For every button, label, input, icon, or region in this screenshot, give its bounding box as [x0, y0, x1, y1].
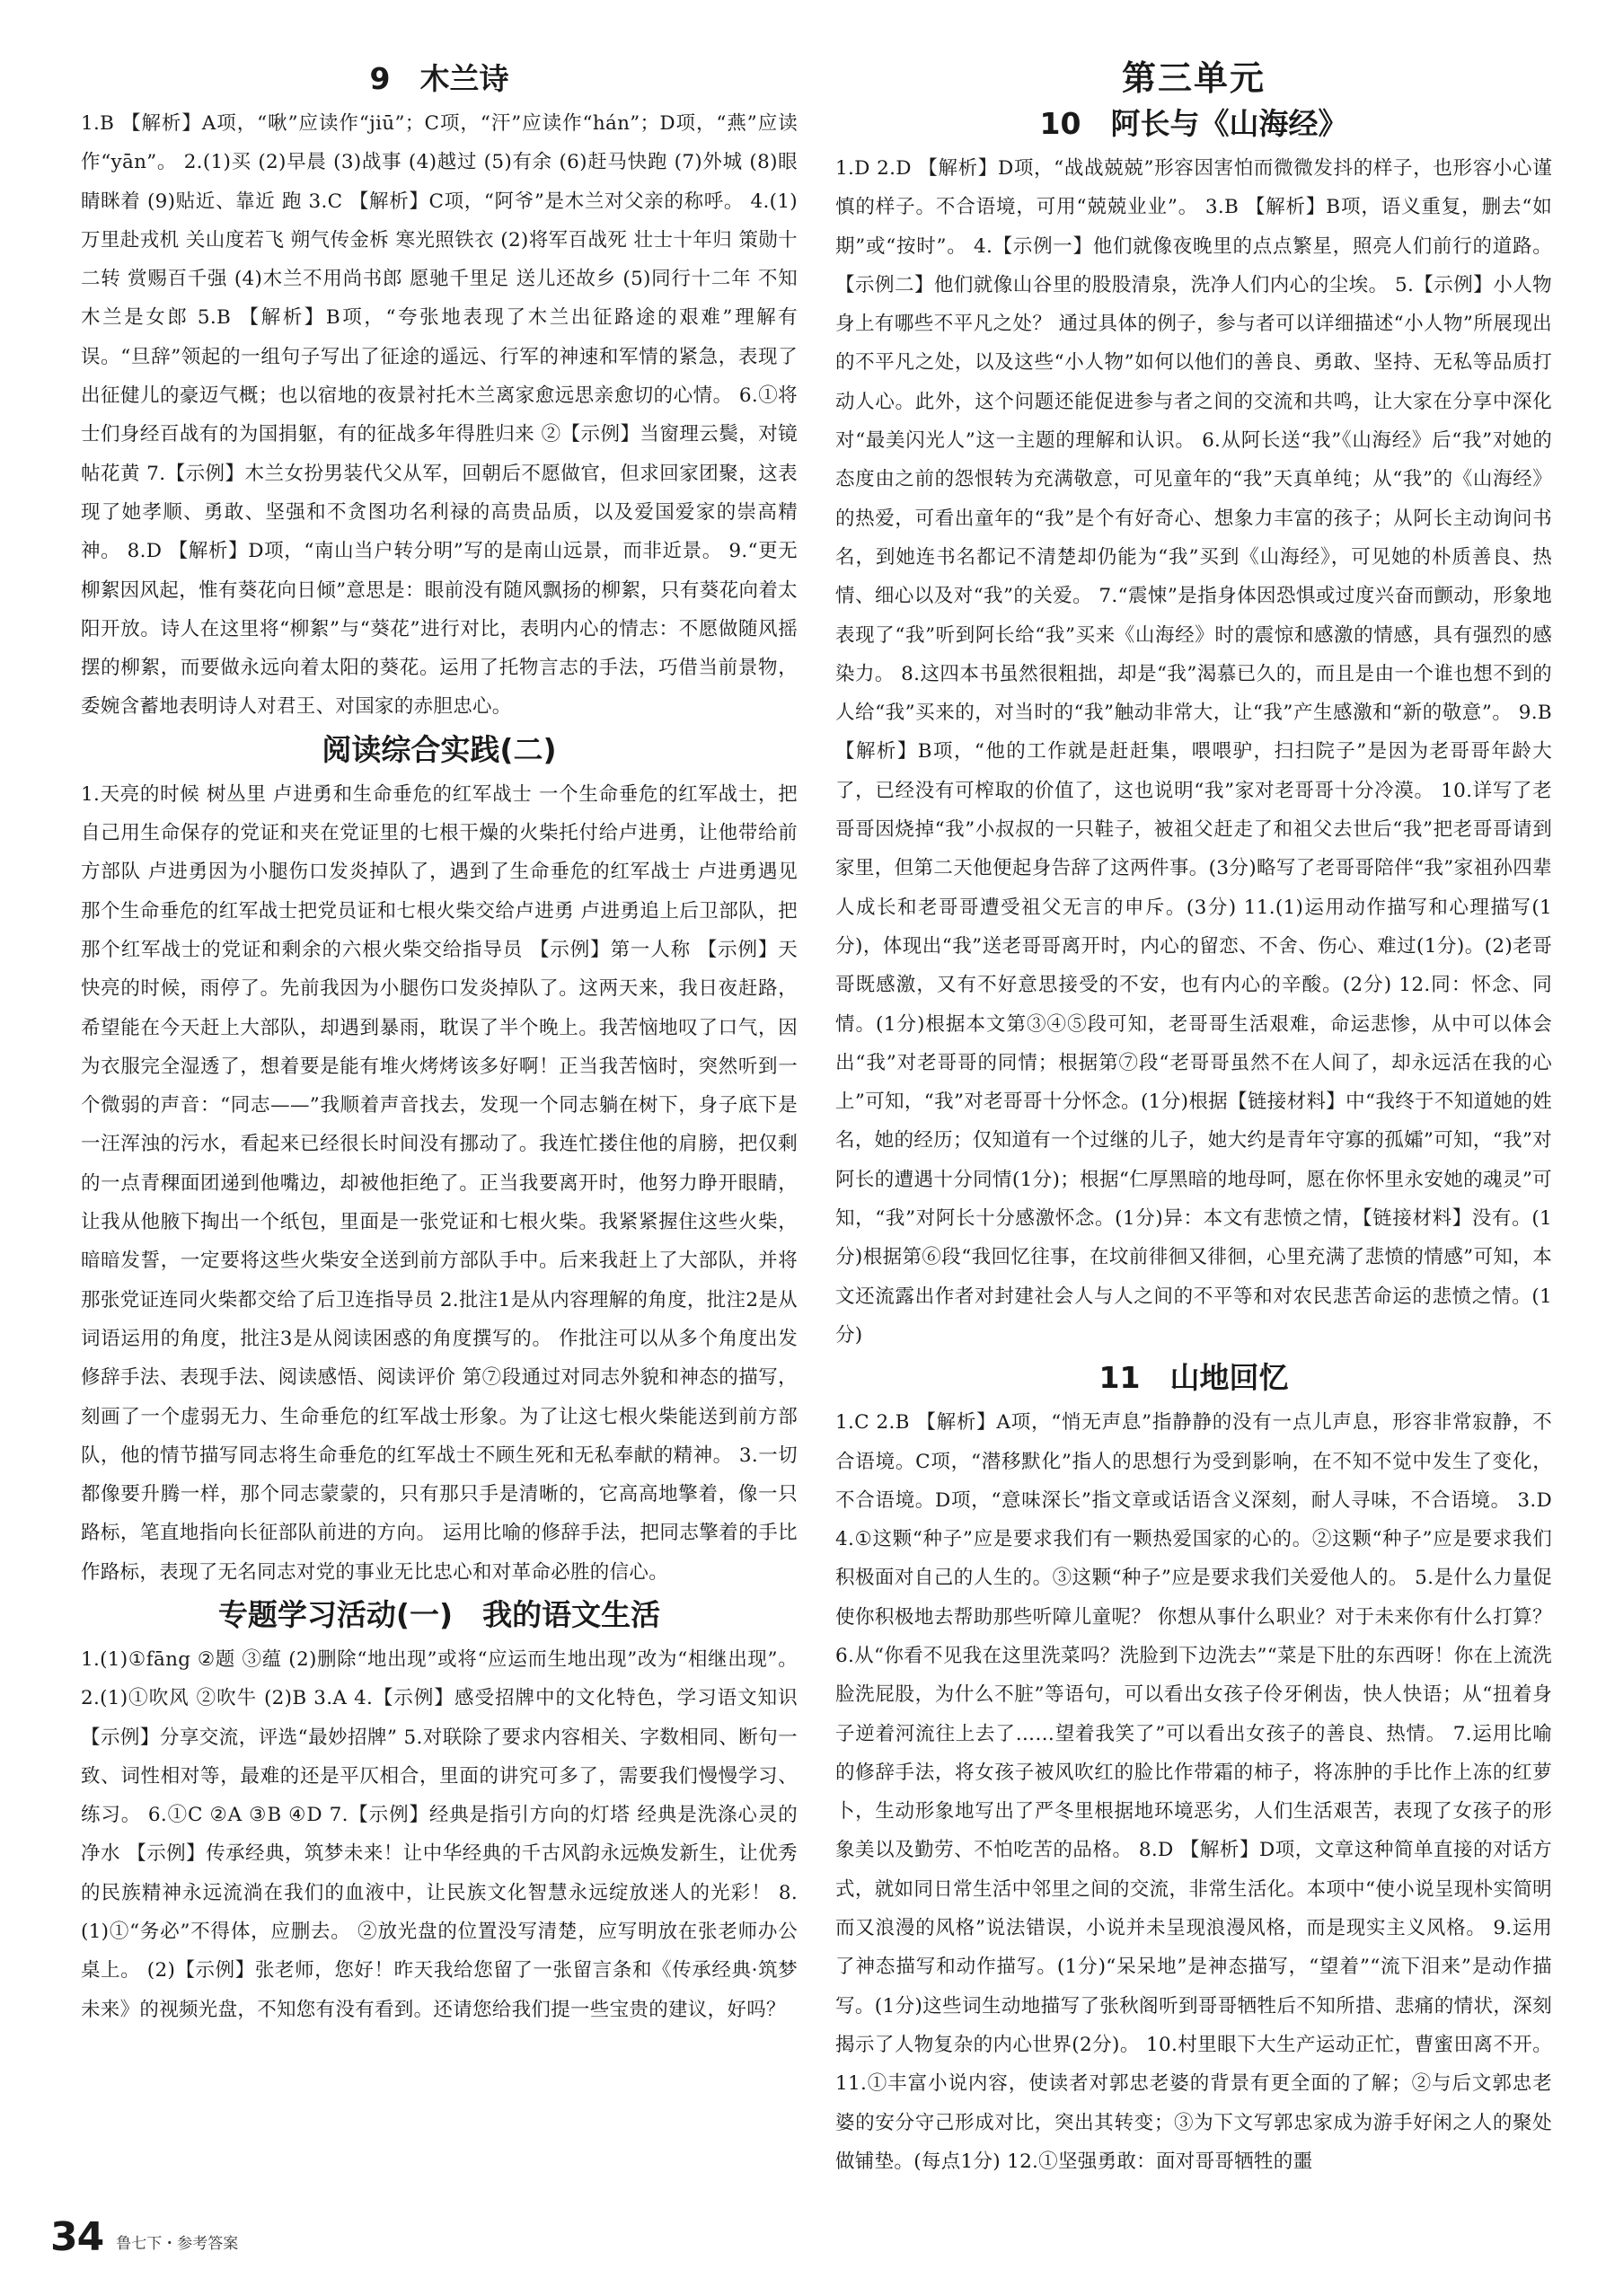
- page-number: 34: [50, 2214, 104, 2260]
- right-column: [835, 56, 1552, 2203]
- left-column: [81, 56, 798, 2203]
- unit-title: 第三单元: [1121, 58, 1266, 98]
- section-title-mulanshi: 9 木兰诗: [369, 61, 509, 96]
- section-title-topic-activity-1: 专题学习活动(一) 我的语文生活: [217, 1596, 661, 1632]
- answer-text-reading-practice-2: 1.天亮的时候 树丛里 卢进勇和生命垂危的红军战士 一个生命垂危的红军战士，把自己用生命保存的党证和夹在党证里的七根干燥的火柴托付给卢进勇，让他带给前方部队 卢进勇因为小腿伤口发炎掉队了，遇到了生命垂危的红军战士 卢进勇遇见那个生命垂危的红军战士把党员证和七根火柴交给卢进勇 卢进勇追上后卫部队，把那个红军战士的党证和剩余的六根火柴交给指导员 【示例】第一人称 【示例】天快亮的时候，雨停了。先前我因为小腿伤口发炎掉队了。这两天来，我日夜赶路，希望能在今天赶上大部队，却遇到暴雨，耽误了半个晚上。我苦恼地叹了口气，因为衣服完全湿透了，想着要是能有堆火烤烤该多好啊！正当我苦恼时，突然听到一个微弱的声音：“同志——”我顺着声音找去，发现一个同志躺在树下，身子底下是一汪浑浊的污水，看起来已经很长时间没有挪动了。我连忙搂住他的肩膀，把仅剩的一点青稞面团递到他嘴边，却被他拒绝了。正当我要离开时，他努力睁开眼睛，让我从他腋下掏出一个纸包，里面是一张党证和七根火柴。我紧紧握住这些火柴，暗暗发誓，一定要将这些火柴安全送到前方部队手中。后来我赶上了大部队，并将那张党证连同火柴都交给了后卫连指导员 2.批注1是从内容理解的角度，批注2是从词语运用的角度，批注3是从阅读困惑的角度撰写的。 作批注可以从多个角度出发 修辞手法、表现手法、阅读感悟、阅读评价 第⑦段通过对同志外貌和神态的描写，刻画了一个虚弱无力、生命垂危的红军战士形象。为了让这七根火柴能送到前方部队，他的情节描写同志将生命垂危的红军战士不顾生死和无私奉献的精神。 3.一切都像要升腾一样，那个同志蒙蒙的，只有那只手是清晰的，它高高地擎着，像一只路标，笔直地指向长征部队前进的方向。 运用比喻的修辞手法，把同志擎着的手比作路标，表现了无名同志对党的事业无比忠心和对革命必胜的信心。: [81, 782, 798, 1584]
- page-footer: [50, 2210, 238, 2260]
- section-title-shandi-huiyi: 11 山地回忆: [1098, 1360, 1289, 1396]
- answer-text-shandi-huiyi: 1.C 2.B 【解析】A项，“悄无声息”指静静的没有一点儿声息，形容非常寂静，不合语境。C项，“潜移默化”指人的思想行为受到影响，在不知不觉中发生了变化，不合语境。D项，“意味深长”指文章或话语含义深刻，耐人寻味，不合语境。 3.D 4.①这颗“种子”应是要求我们有一颗热爱国家的心的。②这颗“种子”应是要求我们积极面对自己的人生的。③这颗“种子”应是要求我们关爱他人的。 5.是什么力量促使你积极地去帮助那些听障儿童呢？ 你想从事什么职业？对于未来你有什么打算？ 6.从“你看不见我在这里洗菜吗？洗脸到下边洗去”“菜是下肚的东西呀！你在上流洗脸洗屁股，为什么不脏”等语句，可以看出女孩子伶牙俐齿，快人快语；从“扭着身子逆着河流往上去了……望着我笑了”可以看出女孩子的善良、热情。 7.运用比喻的修辞手法，将女孩子被风吹红的脸比作带霜的柿子，将冻肿的手比作上冻的红萝卜，生动形象地写出了严冬里根据地环境恶劣，人们生活艰苦，表现了女孩子的形象美以及勤劳、不怕吃苦的品格。 8.D 【解析】D项，文章这种简单直接的对话方式，就如同日常生活中邻里之间的交流，非常生活化。本项中“使小说呈现朴实简明而又浪漫的风格”说法错误，小说并未呈现浪漫风格，而是现实主义风格。 9.运用了神态描写和动作描写。(1分)“呆呆地”是神态描写，“望着”“流下泪来”是动作描写。(1分)这些词生动地描写了张秋阁听到哥哥牺牲后不知所措、悲痛的情状，深刻揭示了人物复杂的内心世界(2分)。 10.村里眼下大生产运动正忙，曹蜜田离不开。 11.①丰富小说内容，使读者对郭忠老婆的背景有更全面的了解；②与后文郭忠老婆的安分守己形成对比，突出其转变；③为下文写郭忠家成为游手好闲之人的聚处做铺垫。(每点1分) 12.①坚强勇敢：面对哥哥牺牲的噩: [835, 1411, 1552, 2173]
- footer-label: 鲁七下・参考答案: [116, 2235, 239, 2253]
- section-title-reading-practice-2: 阅读综合实践(二): [322, 731, 557, 767]
- answer-text-mulanshi: 1.B 【解析】A项，“啾”应读作“jiū”；C项，“汗”应读作“hán”；D项，“燕”应读作“yān”。 2.(1)买 (2)早晨 (3)战事 (4)越过 (5)有余 (6)赶马快跑 (7)外城 (8)眼睛眯着 (9)贴近、靠近 跑 3.C 【解析】C项，“阿爷”是木兰对父亲的称呼。 4.(1)万里赴戎机 关山度若飞 朔气传金柝 寒光照铁衣 (2)将军百战死 壮士十年归 策勋十二转 赏赐百千强 (4)木兰不用尚书郎 愿驰千里足 送儿还故乡 (5)同行十二年 不知木兰是女郎 5.B 【解析】B项，“夸张地表现了木兰出征路途的艰难”理解有误。“旦辞”领起的一组句子写出了征途的遥远、行军的神速和军情的紧急，表现了出征健儿的豪迈气概；也以宿地的夜景衬托木兰离家愈远思亲愈切的心情。 6.①将士们身经百战有的为国捐躯，有的征战多年得胜归来 ②【示例】当窗理云鬓，对镜帖花黄 7.【示例】木兰女扮男装代父从军，回朝后不愿做官，但求回家团聚，这表现了她孝顺、勇敢、坚强和不贪图功名利禄的高贵品质，以及爱国爱家的崇高精神。 8.D 【解析】D项，“南山当户转分明”写的是南山远景，而非近景。 9.“更无柳絮因风起，惟有葵花向日倾”意思是：眼前没有随风飘扬的柳絮，只有葵花向着太阳开放。诗人在这里将“柳絮”与“葵花”进行对比，表明内心的情志：不愿做随风摇摆的柳絮，而要做永远向着太阳的葵花。运用了托物言志的手法，巧借当前景物，委婉含蓄地表明诗人对君王、对国家的赤胆忠心。: [81, 112, 798, 719]
- section-title-a-chang: 10 阿长与《山海经》: [1039, 106, 1348, 141]
- answer-text-a-chang: 1.D 2.D 【解析】D项，“战战兢兢”形容因害怕而微微发抖的样子，也形容小心谨慎的样子。不合语境，可用“兢兢业业”。 3.B 【解析】B项，语义重复，删去“如期”或“按时”。 4.【示例一】他们就像夜晚里的点点繁星，照亮人们前行的道路。 【示例二】他们就像山谷里的股股清泉，洗净人们内心的尘埃。 5.【示例】小人物身上有哪些不平凡之处？ 通过具体的例子，参与者可以详细描述“小人物”所展现出的不平凡之处，以及这些“小人物”如何以他们的善良、勇敢、坚持、无私等品质打动人心。此外，这个问题还能促进参与者之间的交流和共鸣，让大家在分享中深化对“最美闪光人”这一主题的理解和认识。 6.从阿长送“我”《山海经》后“我”对她的态度由之前的怨恨转为充满敬意，可见童年的“我”天真单纯；从“我”的《山海经》的热爱，可看出童年的“我”是个有好奇心、想象力丰富的孩子；从阿长主动询问书名，到她连书名都记不清楚却仍能为“我”买到《山海经》，可见她的朴质善良、热情、细心以及对“我”的关爱。 7.“震悚”是指身体因恐惧或过度兴奋而颤动，形象地表现了“我”听到阿长给“我”买来《山海经》时的震惊和感激的情感，具有强烈的感染力。 8.这四本书虽然很粗拙，却是“我”渴慕已久的，而且是由一个谁也想不到的人给“我”买来的，对当时的“我”触动非常大，让“我”产生感激和“新的敬意”。 9.B 【解析】B项，“他的工作就是赶赶集，喂喂驴，扫扫院子”是因为老哥哥年龄大了，已经没有可榨取的价值了，这也说明“我”家对老哥哥十分冷漠。 10.详写了老哥哥因烧掉“我”小叔叔的一只鞋子，被祖父赶走了和祖父去世后“我”把老哥哥请到家里，但第二天他便起身告辞了这两件事。(3分)略写了老哥哥陪伴“我”家祖孙四辈人成长和老哥哥遭受祖父无言的申斥。(3分) 11.(1)运用动作描写和心理描写(1分)，体现出“我”送老哥哥离开时，内心的留恋、不舍、伤心、难过(1分)。(2)老哥哥既感激，又有不好意思接受的不安，也有内心的辛酸。(2分) 12.同：怀念、同情。(1分)根据本文第③④⑤段可知，老哥哥生活艰难，命运悲惨，从中可以体会出“我”对老哥哥的同情；根据第⑦段“老哥哥虽然不在人间了，却永远活在我的心上”可知，“我”对老哥哥十分怀念。(1分)根据【链接材料】中“我终于不知道她的姓名，她的经历；仅知道有一个过继的儿子，她大约是青年守寡的孤孀”可知，“我”对阿长的遭遇十分同情(1分)；根据“仁厚黑暗的地母呵，愿在你怀里永安她的魂灵”可知，“我”对阿长十分感激怀念。(1分)异：本文有悲愤之情，【链接材料】没有。(1分)根据第⑥段“我回忆往事，在坟前徘徊又徘徊，心里充满了悲愤的情感”可知，本文还流露出作者对封建社会人与人之间的不平等和对农民悲苦命运的悲愤之情。(1分): [835, 157, 1552, 1347]
- answer-text-topic-activity-1: 1.(1)①fāng ②题 ③蕴 (2)删除“地出现”或将“应运而生地出现”改为“相继出现”。 2.(1)①吹风 ②吹牛 (2)B 3.A 4.【示例】感受招牌中的文化特色，学习语文知识 【示例】分享交流，评选“最妙招牌” 5.对联除了要求内容相关、字数相同、断句一致、词性相对等，最难的还是平仄相合，里面的讲究可多了，需要我们慢慢学习、练习。 6.①C ②A ③B ④D 7.【示例】经典是指引方向的灯塔 经典是洗涤心灵的净水 【示例】传承经典，筑梦未来！让中华经典的千古风韵永远焕发新生，让优秀的民族精神永远流淌在我们的血液中，让民族文化智慧永远绽放迷人的光彩！ 8.(1)①“务必”不得体，应删去。 ②放光盘的位置没写清楚，应写明放在张老师办公桌上。 (2)【示例】张老师，您好！昨天我给您留了一张留言条和《传承经典·筑梦未来》的视频光盘，不知您有没有看到。还请您给我们提一些宝贵的建议，好吗？: [81, 1647, 798, 2021]
